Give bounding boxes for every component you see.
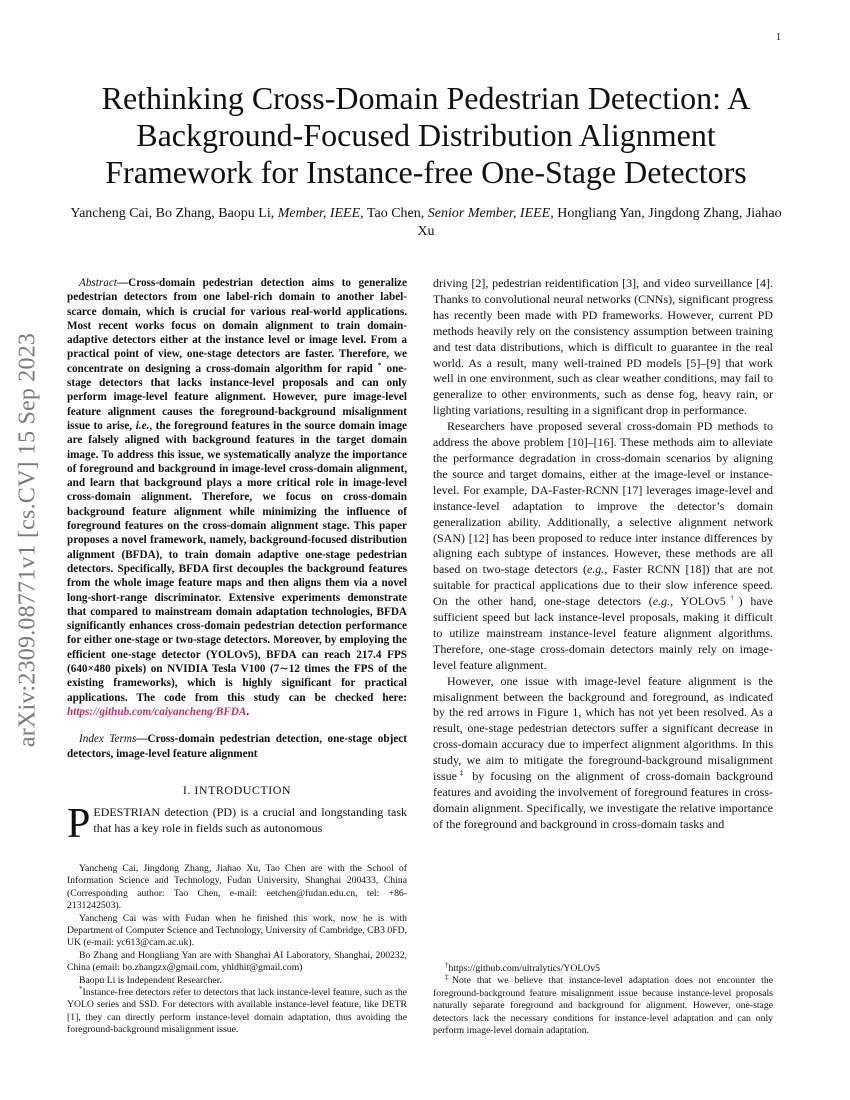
footnote-instance-adaptation — [433, 975, 773, 1037]
body-text: , Faster RCNN [18]) that are not suitable for practical applications due to their slow inference speed. On the other hand, one-stage detectors ( — [433, 562, 773, 609]
left-footnotes — [67, 863, 407, 1037]
page-number: 1 — [776, 32, 781, 43]
footnote-affiliation: Yancheng Cai was with Fudan when he finished this work, now he is with Department of Computer Science and Technology, University of Cambridge, CB3 0FD, UK (e-mail: yc613@cam.ac.uk). — [67, 912, 407, 949]
footnote-instance-free — [67, 984, 407, 1037]
footnote-affiliation: Bo Zhang and Hongliang Yan are with Shanghai AI Laboratory, Shanghai, 200232, China (email: bo.zhangzx@gmail.com, yhldhit@gmail.com) — [67, 949, 407, 974]
abstract-lead: Abstract — [79, 277, 117, 289]
footnote-text: https://github.com/ultralytics/YOLOv5 — [448, 963, 600, 974]
body-paragraph: driving [2], pedestrian reidentification [3], and video surveillance [4]. Thanks to convolutional neural networks (CNNs), significant progress has recently been made with PD frameworks. However, current PD methods heavily rely on the consistency assumption between training and test data distributions, which is difficult to guarantee in the real world. As a result, many well-trained PD models [5]–[9] that work well in one environment, such as clear weather conditions, may fail to generalize to other environments, such as dense fog, heavy rain, or lighting variations, resulting in a significant drop in performance. — [433, 276, 773, 418]
arxiv-stamp-text: arXiv:2309.08771v1 [cs.CV] 15 Sep 2023 — [14, 332, 41, 748]
arxiv-identifier-stamp — [0, 290, 56, 790]
author-affiliation: Member, IEEE — [277, 206, 361, 221]
index-terms — [67, 732, 407, 761]
footnote-marker: † — [725, 594, 739, 603]
authors-text: , Tao Chen, — [360, 206, 428, 221]
paper-title: Rethinking Cross-Domain Pedestrian Detection: A Background-Focused Distribution Alignment Framework for Instance-free One-Stage Detectors — [101, 80, 751, 190]
body-paragraph — [433, 419, 773, 674]
body-text: by focusing on the alignment of cross-domain background features and avoiding the involvement of foreground features in cross-domain alignment. Specifically, we investigate the relative importance of the foreground and background in cross-domain tasks and — [433, 769, 773, 831]
section-heading: I. INTRODUCTION — [182, 782, 292, 797]
footnote-text: Note that we believe that instance-level adaptation does not encounter the foreground-background feature misalignment issue because instance-level proposals naturally separate foreground and background for alignment. However, one-stage detectors lack the necessary conditions for instance-level adaptation and can only perform image-level domain adaptation. — [433, 975, 773, 1037]
body-text: , YOLOv5 — [670, 594, 726, 609]
footnote-marker: * — [79, 984, 83, 993]
abstract-text: —Cross-domain pedestrian detection aims to generalize pedestrian detectors from one label-rich domain to another label-scarce domain, which is crucial for various real-world applications. Most recent works focus on domain alignment to train domain-adaptive detectors either at the instance level or image level. From a practical point of view, one-stage detectors are faster. Therefore, we concentrate on designing a cross-domain algorithm for rapid — [67, 277, 407, 375]
body-text: ) have sufficient speed but lack instance-level proposals, making it difficult to utilize mainstream instance-level feature alignment algorithms. Therefore, one-stage cross-domain detectors mainly rely on image-level feature alignment. — [433, 594, 773, 672]
authors-text: Yancheng Cai, Bo Zhang, Baopu Li, — [70, 206, 278, 221]
footnote-affiliation: Yancheng Cai, Jingdong Zhang, Jiahao Xu, Tao Chen are with the School of Information Science and Technology, Fudan University, Shanghai 200433, China (Corresponding author: Tao Chen, e-mail: eetchen@fudan.edu.cn, tel: +86-2131242503). — [67, 863, 407, 912]
abstract — [67, 276, 407, 719]
footnote-text: Instance-free detectors refer to detectors that lack instance-level feature, such as the YOLO series and SSD. For detectors with available instance-level feature, like DETR [1], they can directly perform instance-level domain adaptation, thus avoiding the foreground-background misalignment issue. — [67, 987, 407, 1036]
abstract-text: , the foreground features in the source domain image are falsely aligned with background features in the target domain image. To address this issue, we systematically analyze the importance of foreground and background in image-level cross-domain alignment, and learn that background plays a more critical role in image-level cross-domain alignment. Therefore, we focus on cross-domain background feature alignment while minimizing the influence of foreground features on the cross-domain alignment stage. This paper proposes a novel framework, namely, background-focused distribution alignment (BFDA), to train domain adaptive one-stage pedestrian detectors. Specifically, BFDA first decouples the background features from the whole image feature maps and then aligns them via a novel long-short-range discriminator. Extensive experiments demonstrate that compared to mainstream domain adaptation technologies, BFDA significantly enhances cross-domain pedestrian detection performance for either one-stage or two-stage detectors. Moreover, by employing the efficient one-stage detector (YOLOv5), BFDA can reach 217.4 FPS (640×480 pixels) on NVIDIA Tesla V100 (7∼12 times the FPS of the existing frameworks), which is highly significant for practical applications. The code from this study can be checked here: — [67, 419, 407, 704]
body-paragraph — [433, 674, 773, 833]
body-emphasis: e.g. — [586, 562, 605, 577]
abstract-text: one-stage detectors that lacks instance-level proposals and can only perform image-level feature alignment. However, pure image-level feature alignment causes the foreground-background misalignment issue to arise, — [67, 362, 407, 432]
index-terms-lead: Index Terms — [79, 733, 137, 746]
authors-text: , Hongliang Yan, Jingdong Zhang, Jiahao Xu — [417, 206, 782, 239]
author-list — [70, 205, 782, 241]
footnote-yolov5 — [433, 960, 773, 975]
author-affiliation: Senior Member, IEEE — [427, 206, 551, 221]
body-text: Researchers have proposed several cross-domain PD methods to address the above problem [10]–[16]. These methods aim to alleviate the performance degradation in cross-domain scenarios by aligning the source and target domains, either at the image-level or instance-level. For example, DA-Faster-RCNN [17] leverages image-level and instance-level adaptation to improve the detector’s domain generalization ability. Additionally, a selective alignment network (SAN) [12] has been proposed to reduce inter instance differences by aligning each subtype of instances. However, these methods are all based on two-stage detectors ( — [433, 419, 773, 577]
drop-cap: P — [67, 800, 91, 847]
footnote-marker: * — [377, 361, 382, 370]
footnote-marker: ‡ — [457, 769, 467, 778]
intro-text: EDESTRIAN detection (PD) is a crucial and longstanding task that has a key role in fields such as autonomous — [93, 804, 407, 835]
right-footnotes — [433, 960, 773, 1037]
intro-paragraph — [67, 800, 407, 847]
footnote-affiliation: Baopu Li is Independent Researcher. — [79, 974, 222, 986]
right-column — [433, 276, 773, 833]
body-text: However, one issue with image-level feature alignment is the misalignment between the background and foreground, as indicated by the red arrows in Figure 1, which has not yet been resolved. As a result, one-stage pedestrian detectors suffer a significant decrease in cross-domain accuracy due to imperfect alignment algorithms. In this study, we aim to mitigate the foreground-background misalignment issue — [433, 673, 773, 784]
footnote-marker: † — [445, 960, 449, 969]
left-column — [67, 276, 407, 847]
abstract-emphasis: i.e. — [135, 419, 150, 432]
body-emphasis: e.g. — [652, 594, 671, 609]
abstract-text: . — [246, 705, 250, 718]
index-terms-text: —Cross-domain pedestrian detection, one-stage object detectors, image-level feature alignment — [67, 733, 407, 760]
code-repository-link[interactable]: https://github.com/caiyancheng/BFDA — [67, 705, 247, 718]
footnote-marker: ‡ — [445, 973, 453, 982]
